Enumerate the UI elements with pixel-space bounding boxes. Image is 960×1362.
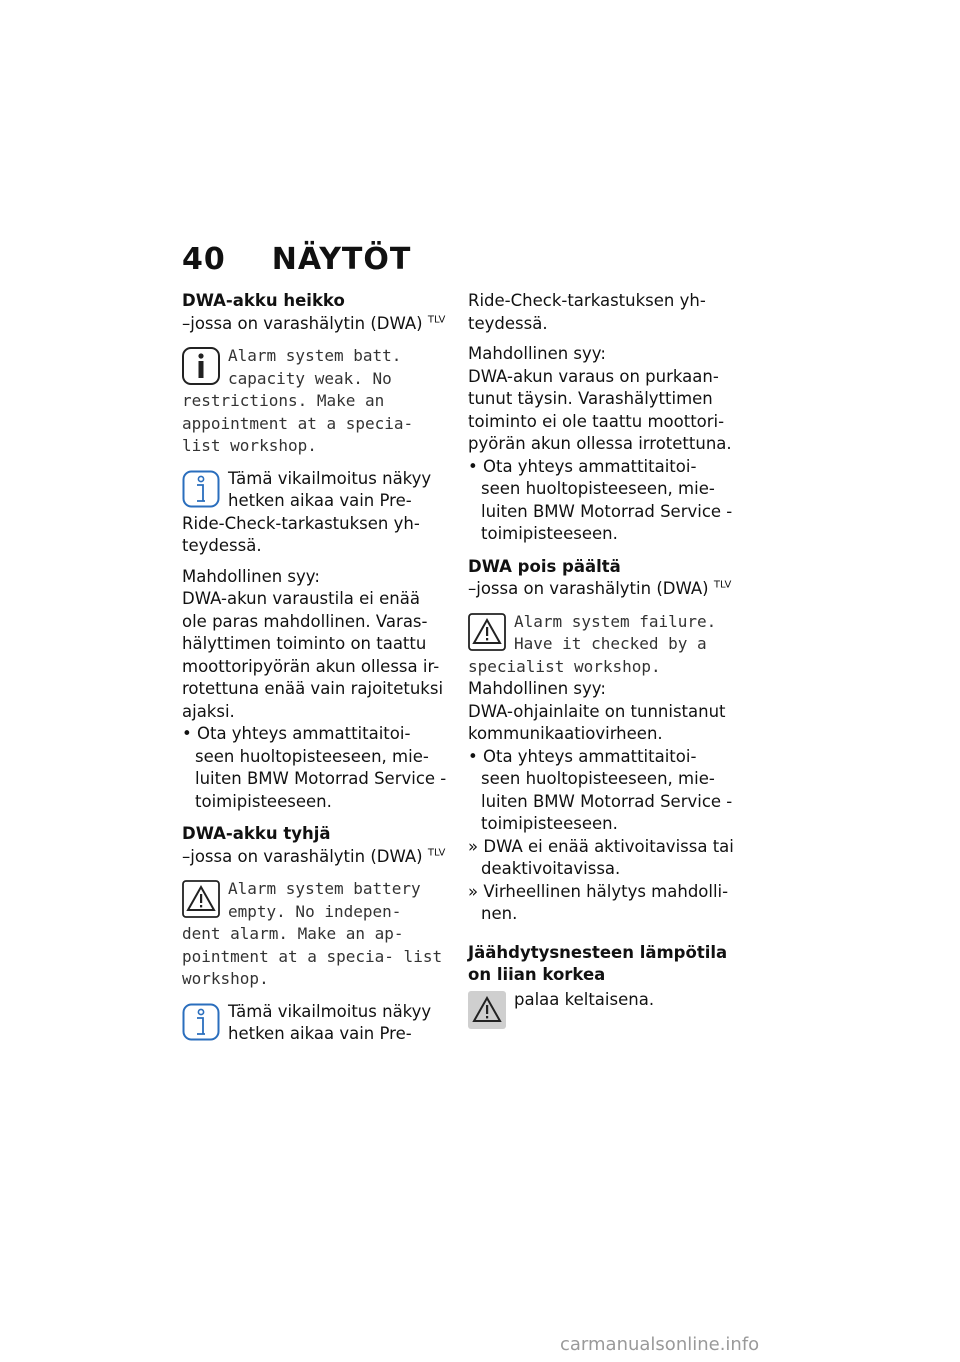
cause-text: DWA-akun varaustila ei enää ole paras mahdollinen. Varas- hälyttimen toiminto on taattu moottoripyörän akun ollessa ir- rotettuna enää vain rajoitetuksi ajaksi. <box>182 589 444 721</box>
warning-icon <box>468 613 506 651</box>
cause-label: Mahdollinen syy: <box>468 679 606 698</box>
note-text: Tämä vikailmoitus näkyy hetken aikaa vain Pre- <box>228 1001 432 1043</box>
condition-line: –jossa on varashälytin (DWA) $^{TLV}$ <box>182 846 446 866</box>
page-title: NÄYTÖT <box>271 242 412 277</box>
tlv-superscript: TLV <box>713 579 732 591</box>
display-message-block <box>182 878 448 991</box>
note-icon <box>182 470 220 508</box>
bullet-item: • Ota yhteys ammattitaitoi- seen huoltopisteeseen, mie- luiten BMW Motorrad Service -toimipisteeseen. <box>468 746 733 833</box>
section-heading: Jäähdytysnesteen lämpötila on liian korkea <box>468 942 728 984</box>
bullet-item: • Ota yhteys ammattitaitoi- seen huoltopisteeseen, mie- luiten BMW Motorrad Service -toimipisteeseen. <box>468 456 733 543</box>
continued-text: Ride-Check-tarkastuksen yh- teydessä. <box>468 291 706 333</box>
display-message-block <box>468 611 736 679</box>
tlv-superscript: TLV <box>427 847 446 858</box>
warning-light-block <box>468 989 736 1012</box>
result-item: » Virheellinen hälytys mahdolli- nen. <box>468 881 729 923</box>
condition-line: –jossa on varashälytin (DWA) $^{TLV}$ <box>182 313 446 333</box>
display-message-block <box>182 345 448 458</box>
tlv-superscript: TLV <box>427 314 446 325</box>
right-column <box>468 290 736 1029</box>
section-heading: DWA-akku heikko <box>182 291 345 310</box>
cause-text: DWA-akun varaus on purkaan- tunut täysin. Varashälyttimen toiminto ei ole taattu moottori- pyörän akun ollessa irrotettuna. <box>468 366 732 453</box>
display-message: Alarm system batt. capacity weak. No restrictions. Make an appointment at a specia- list workshop. <box>182 346 414 455</box>
section-heading: DWA pois päältä <box>468 556 621 576</box>
cause-text: DWA-ohjainlaite on tunnistanut kommunikaatiovirheen. <box>468 701 726 743</box>
section-heading: DWA-akku tyhjä <box>182 824 331 843</box>
display-message: Alarm system failure. Have it checked by a specialist workshop. <box>468 611 717 676</box>
condition-line: –jossa on varashälytin (DWA) $^{TLV}$ <box>468 579 732 598</box>
warning-icon <box>182 880 220 918</box>
bullet-item: • Ota yhteys ammattitaitoi- seen huoltopisteeseen, mie- luiten BMW Motorrad Service -toimipisteeseen. <box>182 724 447 811</box>
warning-light-text: palaa keltaisena. <box>514 989 655 1009</box>
page-number: 40 <box>182 242 226 277</box>
watermark: carmanualsonline.info <box>560 1334 760 1355</box>
note-block <box>182 468 448 558</box>
left-column <box>182 290 448 1046</box>
note-text: Tämä vikailmoitus näkyy hetken aikaa vain Pre- Ride-Check-tarkastuksen yh- teydessä. <box>182 468 432 555</box>
note-icon <box>182 1003 220 1041</box>
cause-label: Mahdollinen syy: <box>182 566 320 586</box>
warning-light-icon <box>468 991 506 1029</box>
info-icon <box>182 347 220 385</box>
display-message: Alarm system battery empty. No indepen- dent alarm. Make an ap- pointment at a specia- list workshop. <box>182 879 443 988</box>
result-item: » DWA ei enää aktivoitavissa tai deaktivoitavissa. <box>468 836 734 878</box>
page-header <box>182 238 411 282</box>
note-block <box>182 1001 448 1046</box>
cause-label: Mahdollinen syy: <box>468 344 606 363</box>
